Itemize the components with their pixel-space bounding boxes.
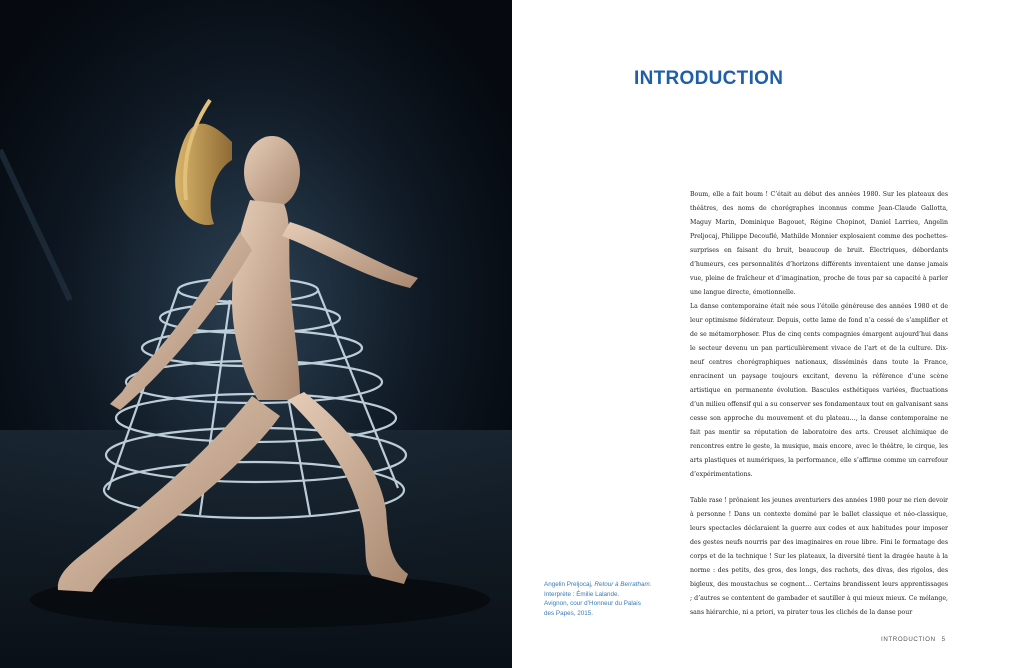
running-head: INTRODUCTION (881, 636, 936, 643)
page-number: 5 (941, 636, 946, 643)
paragraph-2: La danse contemporaine était née sous l’étoile généreuse des années 1980 et de leur optimisme fédérateur. Depuis, cette lame de fond n’a cessé de s’amplifier et de se métamorphoser. Plus de cinq cents compagnies émargent aujourd’hui dans le secteur devenu un pan particulièrement vivace de l’art et de la culture. Dix-neuf centres chorégraphiques nationaux, disséminés dans toute la France, enracinent un paysage toujours excitant, devenu la référence d’une scène artistique en permanente évolution. Bascules esthétiques variées, fluctuations d’un milieu offensif qui a su conserver ses fondamentaux tout en galvanisant sans cesse son approche du mouvement et du plateau…, la danse contemporaine ne fait pas mentir sa réputation de laboratoire des arts. Creuset alchimique de rencontres entre le geste, la musique, mais encore, avec le théâtre, le cirque, les arts plastiques et numériques, la performance, elle s’affirme comme un carrefour d’expérimentations. (690, 303, 948, 478)
caption-line-4: des Papes, 2015. (544, 609, 594, 617)
paragraph-3: Table rase ! prônaient les jeunes aventuriers des années 1980 pour ne rien devoir à personne ! Dans un contexte dominé par le ballet classique et néo-classique, leurs spectacles déclaraient la guerre aux codes et aux habitudes pour imposer des gestes neufs nourris par des imaginaires en roue libre. Fini le formatage des corps et de la technique ! Sur les plateaux, la diversité tient la dragée haute à la norme : des petits, des gros, des longs, des rachots, des divas, des rigolos, des bigleux, des moustachus se cognent… Certains brandissent leurs apprentissages ; d’autres se contentent de gambader et sautiller à qui mieux mieux. Ce mélange, sans hiérarchie, ni a priori, va pirater tous les clichés de la danse pour (690, 497, 948, 616)
caption-work-title: Retour à Berratham. (594, 581, 652, 588)
caption-artist: Angelin Preljocaj, (544, 581, 595, 588)
caption-line-3: Avignon, cour d’Honneur du Palais (544, 600, 641, 607)
body-text (690, 188, 948, 620)
photo-caption (544, 580, 659, 618)
caption-line-2: Interprète : Émilie Lalande. (544, 590, 620, 598)
paragraph-1: Boum, elle a fait boum ! C’était au début des années 1980. Sur les plateaux des théâtres, des noms de chorégraphes inconnus comme Jean-Claude Gallotta, Maguy Marin, Dominique Bagouet, Régine Chopinot, Daniel Larrieu, Angelin Preljocaj, Philippe Decouflé, Mathilde Monnier explosaient comme des pochettes-surprises en faisant du bruit, beaucoup de bruit. Électriques, débordants d’humeurs, ces personnalités d’horizons différents inventaient une danse jamais vue, pleine de fraîcheur et d’imagination, proche de tous par sa capacité à parler une langue directe, émotionnelle. (690, 191, 948, 296)
page-footer (881, 636, 946, 643)
caption-line-1 (544, 580, 659, 590)
chapter-title: INTRODUCTION (634, 68, 784, 89)
text-page (512, 0, 1024, 668)
